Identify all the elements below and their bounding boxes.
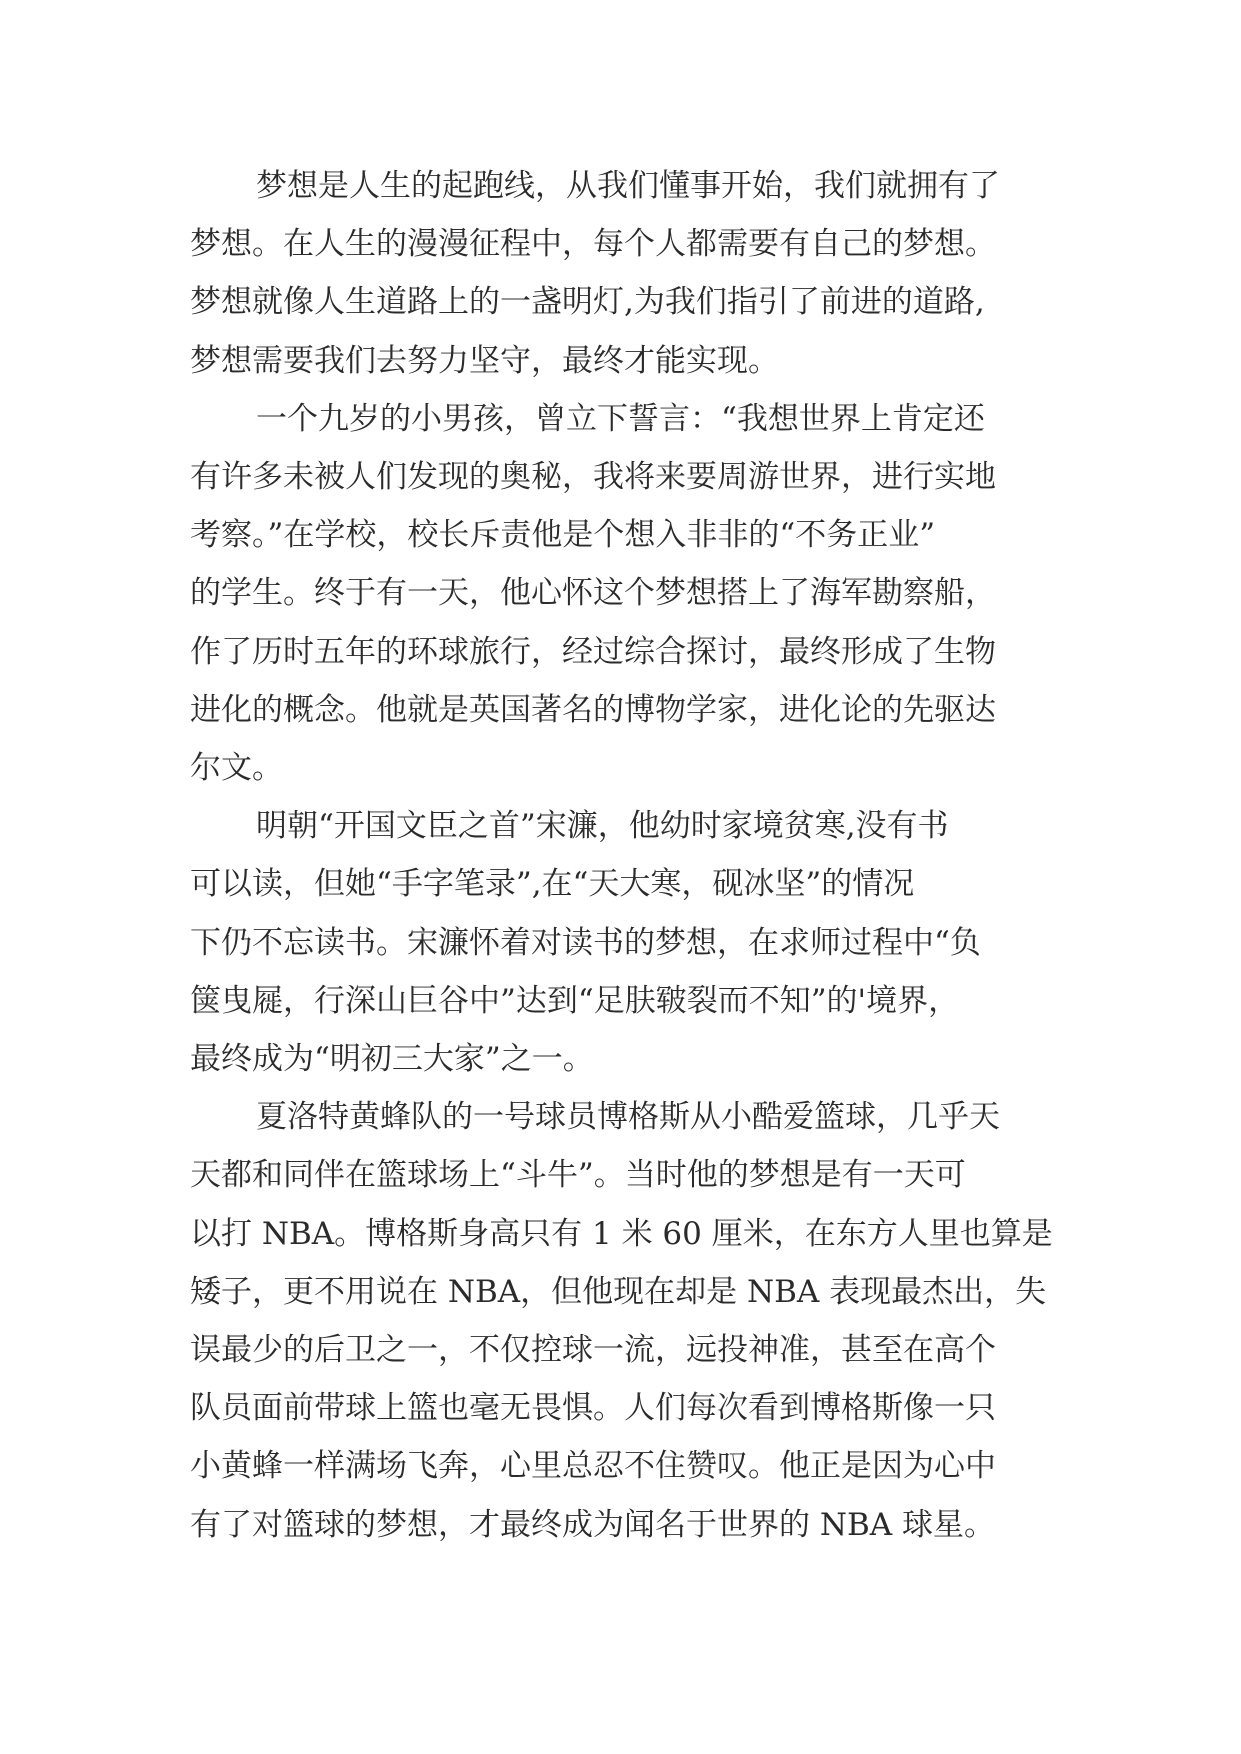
- text-line: 作了历时五年的环球旅行，经过综合探讨，最终形成了生物: [190, 633, 996, 670]
- paragraph-darwin: [190, 390, 1090, 797]
- text-line: 的学生。终于有一天，他心怀这个梦想搭上了海军勘察船，: [190, 575, 996, 612]
- text-line: 梦想。在人生的漫漫征程中，每个人都需要有自己的梦想。: [190, 226, 996, 263]
- text-line: 有许多未被人们发现的奥秘，我将来要周游世界，进行实地: [190, 459, 996, 496]
- text-line: 明朝“开国文臣之首”宋濂，他幼时家境贫寒,没有书: [256, 808, 949, 845]
- paragraph-bogues: [190, 1088, 1090, 1554]
- text-line: 一个九岁的小男孩，曾立下誓言：“我想世界上肯定还: [256, 400, 985, 437]
- text-line: 考察。”在学校，校长斥责他是个想入非非的“不务正业”: [190, 517, 936, 554]
- text-line: 有了对篮球的梦想，才最终成为闻名于世界的 NBA 球星。: [190, 1506, 995, 1543]
- text-line: 进化的概念。他就是英国著名的博物学家，进化论的先驱达: [190, 691, 996, 728]
- text-line: 误最少的后卫之一，不仅控球一流，远投神准，甚至在高个: [190, 1332, 996, 1369]
- text-line: 梦想需要我们去努力坚守，最终才能实现。: [190, 342, 779, 379]
- paragraph-dream-intro: [190, 157, 1090, 390]
- text-line: 以打 NBA。博格斯身高只有 1 米 60 厘米，在东方人里也算是: [190, 1215, 1053, 1252]
- text-line: 最终成为“明初三大家”之一。: [190, 1041, 594, 1078]
- text-line: 梦想就像人生道路上的一盏明灯,为我们指引了前进的道路,: [190, 284, 985, 321]
- essay-body: [190, 157, 1090, 1554]
- text-line: 队员面前带球上篮也毫无畏惧。人们每次看到博格斯像一只: [190, 1390, 996, 1427]
- text-line: 梦想是人生的起跑线，从我们懂事开始，我们就拥有了: [256, 168, 1000, 204]
- text-line: 天都和同伴在篮球场上“斗牛”。当时他的梦想是有一天可: [190, 1157, 966, 1194]
- text-line: 下仍不忘读书。宋濂怀着对读书的梦想，在求师过程中“负: [190, 924, 981, 961]
- text-line: 箧曳屣，行深山巨谷中”达到“足肤皲裂而不知”的'境界，: [190, 982, 960, 1019]
- text-line: 矮子，更不用说在 NBA，但他现在却是 NBA 表现最杰出，失: [190, 1273, 1047, 1310]
- text-line: 夏洛特黄蜂队的一号球员博格斯从小酷爱篮球，几乎天: [256, 1099, 1000, 1136]
- paragraph-song-lian: [190, 797, 1090, 1088]
- text-line: 尔文。: [190, 750, 283, 787]
- text-line: 可以读，但她“手字笔录”,在“天大寒，砚冰坚”的情况: [190, 866, 915, 903]
- text-line: 小黄蜂一样满场飞奔，心里总忍不住赞叹。他正是因为心中: [190, 1448, 996, 1485]
